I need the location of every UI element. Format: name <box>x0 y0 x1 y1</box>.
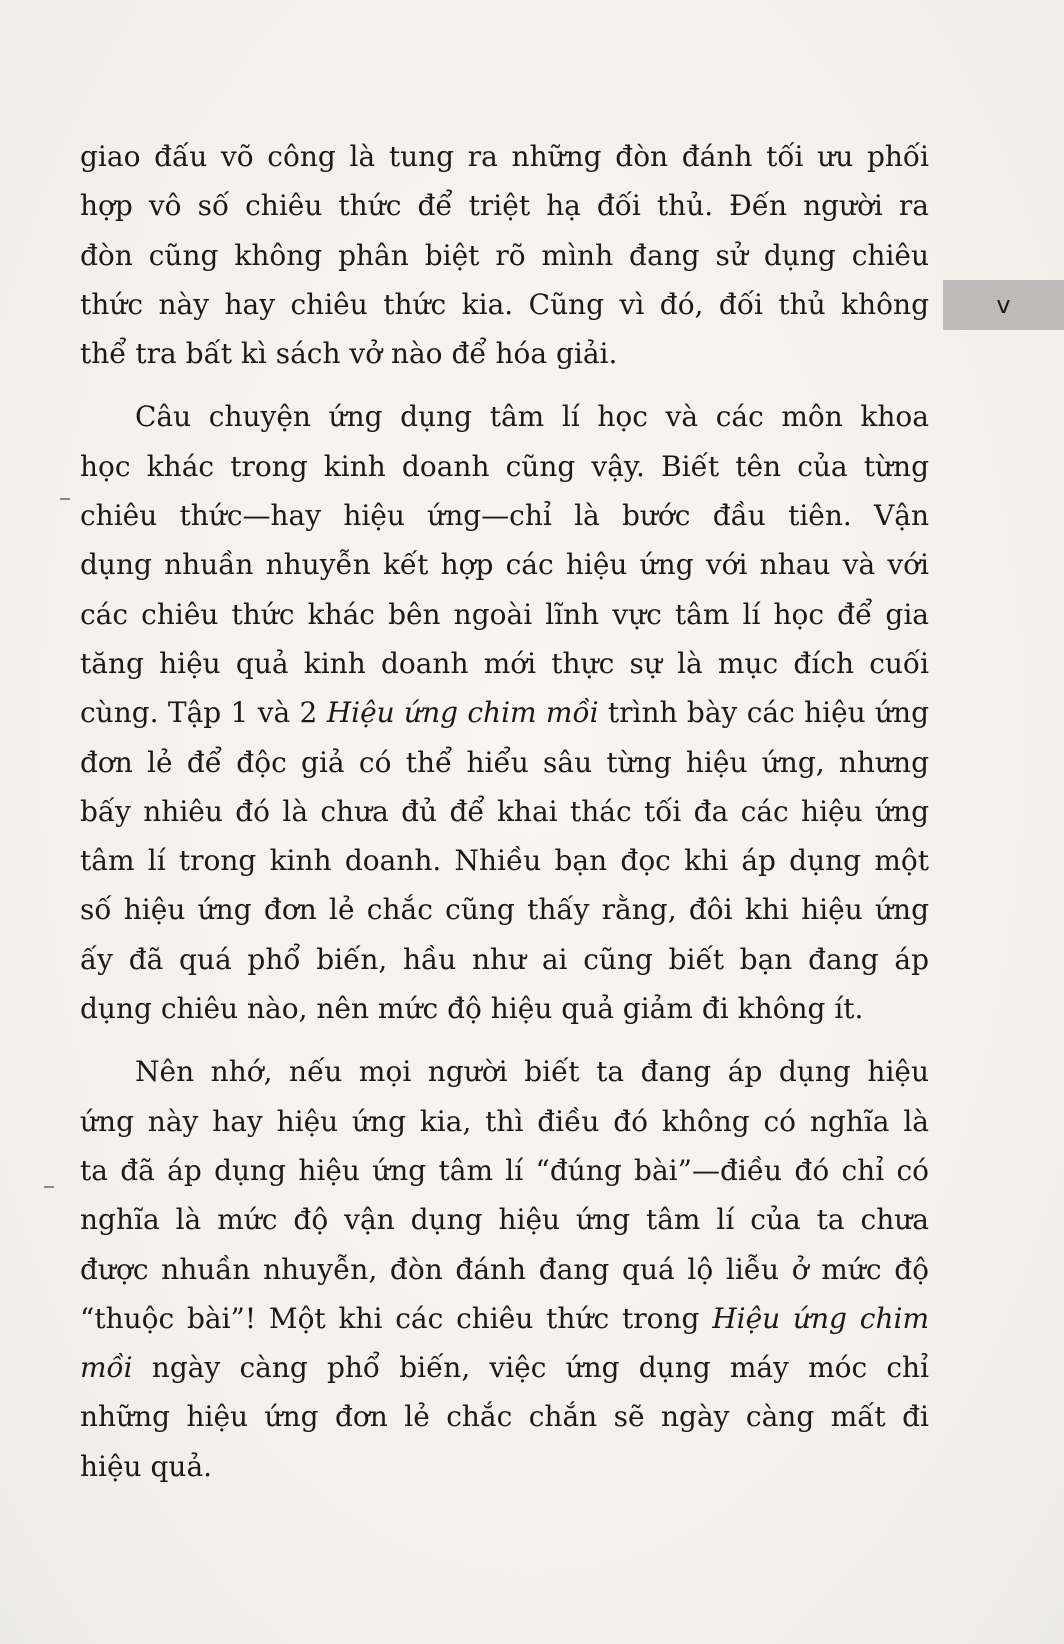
text-line: đơn lẻ để độc giả có thể hiểu sâu từng hiệu ứng, nhưng <box>80 745 929 779</box>
text-line <box>80 1343 929 1392</box>
text-line: chiêu thức—hay hiệu ứng—chỉ là bước đầu tiên. Vận <box>80 499 929 533</box>
text-segment: cùng. Tập 1 và 2 <box>80 696 327 730</box>
text-line: thể tra bất kì sách vở nào để hóa giải. <box>80 337 618 371</box>
text-line: tăng hiệu quả kinh doanh mới thực sự là mục đích cuối <box>80 646 929 680</box>
section-marker-label: v <box>996 291 1011 319</box>
text-line: các chiêu thức khác bên ngoài lĩnh vực tâm lí học để gia <box>80 597 929 631</box>
body-text <box>80 132 929 1491</box>
text-line: bấy nhiêu đó là chưa đủ để khai thác tối đa các hiệu ứng <box>80 794 929 828</box>
text-line: giao đấu võ công là tung ra những đòn đánh tối ưu phối <box>80 140 929 173</box>
text-line <box>80 688 929 737</box>
paragraph <box>80 1047 929 1491</box>
text-line: ấy đã quá phổ biến, hầu như ai cũng biết bạn đang áp <box>80 942 929 976</box>
text-line: hợp vô số chiêu thức để triệt hạ đối thủ. Đến người ra <box>80 189 929 223</box>
text-segment: ngày càng phổ biến, việc ứng dụng máy móc chỉ <box>132 1351 929 1385</box>
text-line: thức này hay chiêu thức kia. Cũng vì đó, đối thủ không <box>80 287 929 321</box>
text-line: Câu chuyện ứng dụng tâm lí học và các môn khoa <box>135 400 929 434</box>
text-line: ứng này hay hiệu ứng kia, thì điều đó không có nghĩa là <box>80 1104 929 1138</box>
text-line: ta đã áp dụng hiệu ứng tâm lí “đúng bài”—điều đó chỉ có <box>80 1153 929 1187</box>
text-line <box>80 1294 929 1343</box>
text-line: tâm lí trong kinh doanh. Nhiều bạn đọc khi áp dụng một <box>80 844 929 878</box>
book-title-italic: Hiệu ứng chim <box>712 1301 930 1335</box>
text-line: số hiệu ứng đơn lẻ chắc cũng thấy rằng, đôi khi hiệu ứng <box>80 893 929 927</box>
margin-tick <box>60 498 70 500</box>
paragraph <box>80 392 929 1033</box>
section-marker-tab <box>943 280 1064 330</box>
text-line: dụng chiêu nào, nên mức độ hiệu quả giảm đi không ít. <box>80 992 864 1026</box>
text-line: Nên nhớ, nếu mọi người biết ta đang áp dụng hiệu <box>135 1055 929 1089</box>
text-line: dụng nhuần nhuyễn kết hợp các hiệu ứng với nhau và với <box>80 548 929 582</box>
margin-tick <box>44 1186 54 1188</box>
book-title-italic: mồi <box>80 1351 133 1385</box>
text-line: học khác trong kinh doanh cũng vậy. Biết tên của từng <box>80 449 929 483</box>
text-segment: “thuộc bài”! Một khi các chiêu thức trong <box>80 1301 713 1335</box>
text-line: được nhuần nhuyễn, đòn đánh đang quá lộ liễu ở mức độ <box>80 1252 929 1286</box>
book-title-italic: Hiệu ứng chim mồi <box>326 696 599 730</box>
text-segment: trình bày các hiệu ứng <box>598 696 930 730</box>
paragraph <box>80 132 929 378</box>
text-line: đòn cũng không phân biệt rõ mình đang sử dụng chiêu <box>80 238 929 272</box>
text-line: những hiệu ứng đơn lẻ chắc chắn sẽ ngày càng mất đi <box>80 1400 929 1434</box>
text-line: nghĩa là mức độ vận dụng hiệu ứng tâm lí của ta chưa <box>80 1203 929 1237</box>
text-line: hiệu quả. <box>80 1449 213 1483</box>
